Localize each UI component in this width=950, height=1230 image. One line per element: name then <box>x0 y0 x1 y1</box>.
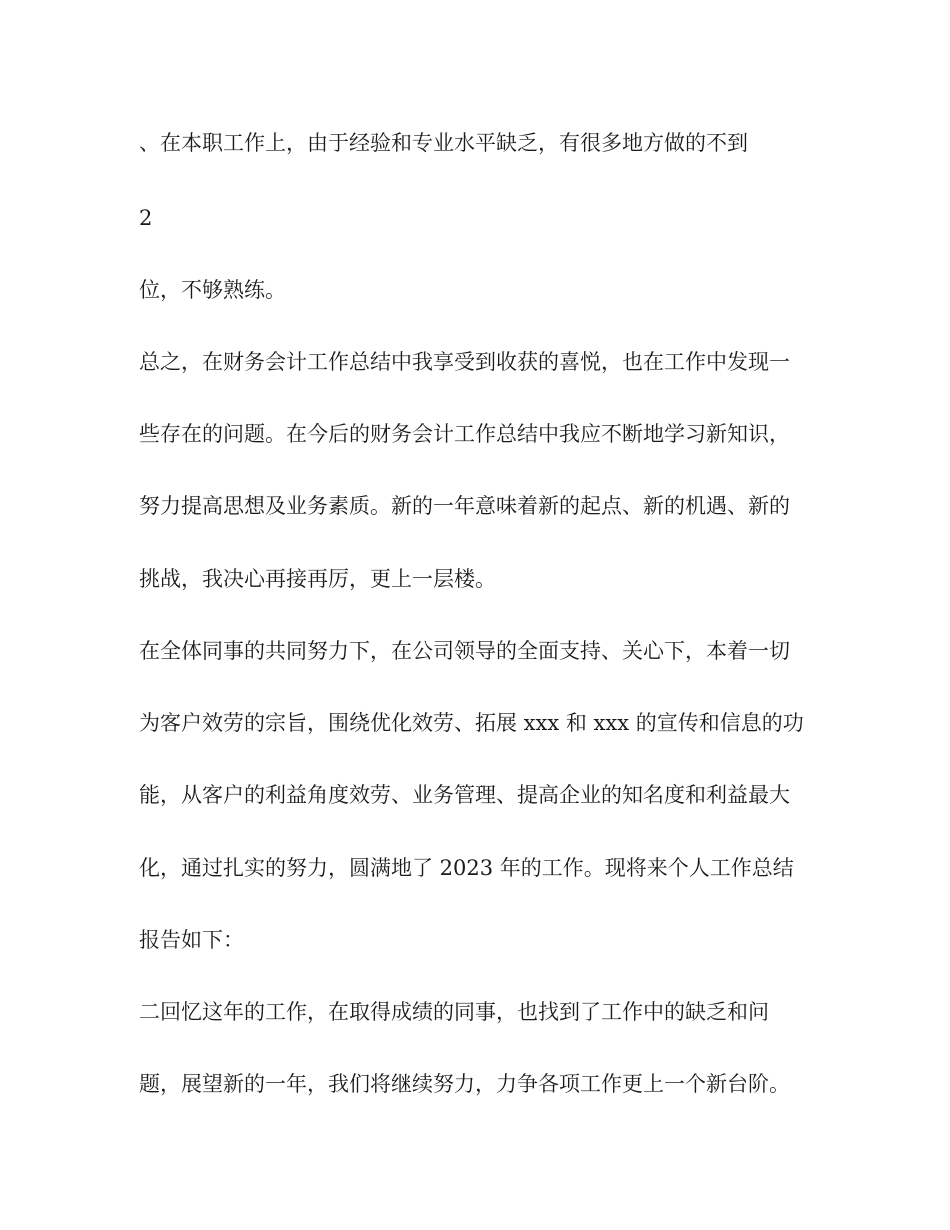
text-line: 报告如下： <box>139 928 244 952</box>
page-number: 2 <box>139 206 153 230</box>
text-line: 挑战，我决心再接再厉，更上一层楼。 <box>139 567 496 591</box>
text-line: 化，通过扎实的努力，圆满地了 2023 年的工作。现将来个人工作总结 <box>139 856 794 880</box>
text-line: 努力提高思想及业务素质。新的一年意味着新的起点、新的机遇、新的 <box>139 494 790 518</box>
text-line: 二回忆这年的工作，在取得成绩的同事，也找到了工作中的缺乏和问 <box>139 1000 769 1024</box>
text-line: 总之，在财务会计工作总结中我享受到收获的喜悦，也在工作中发现一 <box>139 350 790 374</box>
text-line: 、在本职工作上，由于经验和专业水平缺乏，有很多地方做的不到 <box>139 131 748 155</box>
text-line: 些存在的问题。在今后的财务会计工作总结中我应不断地学习新知识， <box>139 422 790 446</box>
text-line: 题，展望新的一年，我们将继续努力，力争各项工作更上一个新台阶。 <box>139 1072 790 1096</box>
text-line: 在全体同事的共同努力下，在公司领导的全面支持、关心下，本着一切 <box>139 639 790 663</box>
text-line: 能，从客户的利益角度效劳、业务管理、提高企业的知名度和利益最大 <box>139 783 790 807</box>
text-line: 位，不够熟练。 <box>139 278 286 302</box>
text-line: 为客户效劳的宗旨，围绕优化效劳、拓展 xxx 和 xxx 的宣传和信息的功 <box>139 711 804 735</box>
